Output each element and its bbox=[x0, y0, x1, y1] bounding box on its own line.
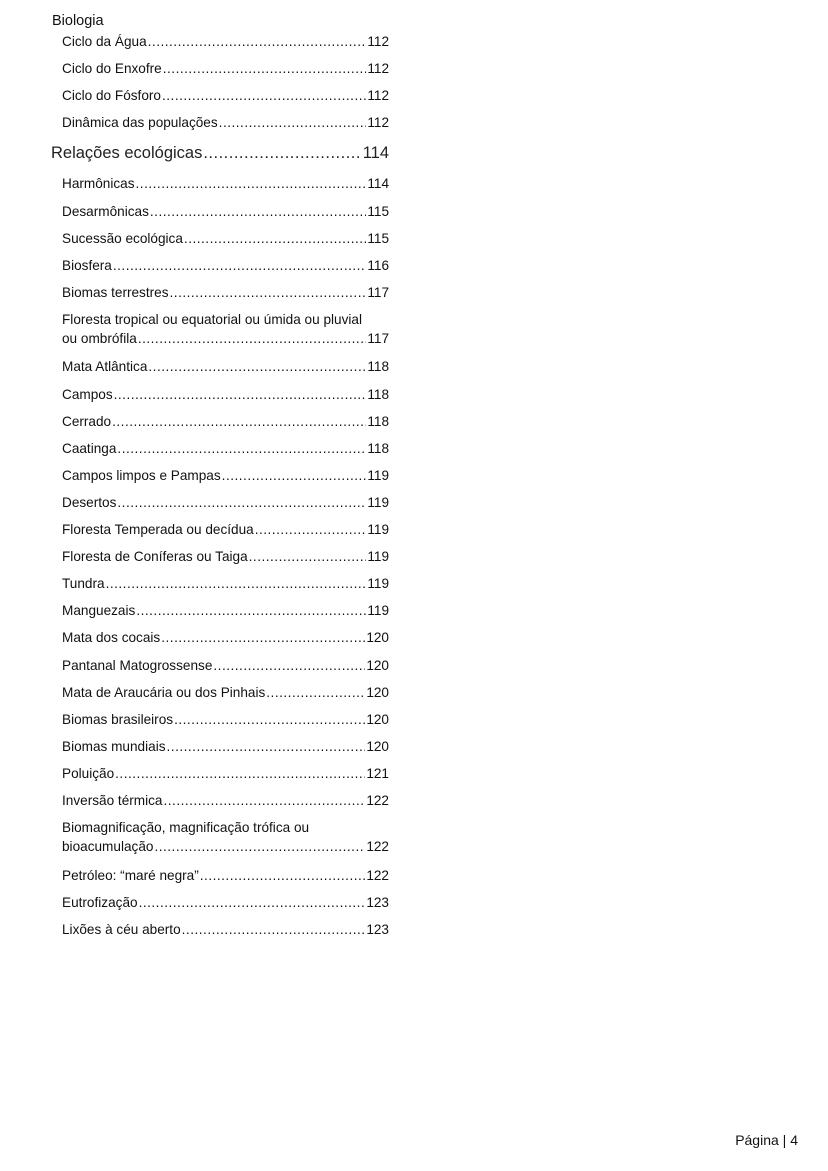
toc-heading-page: 114 bbox=[362, 144, 389, 163]
toc-entry-page: 118 bbox=[367, 359, 389, 375]
dot-leader bbox=[150, 202, 366, 221]
toc-entry-page: 121 bbox=[366, 765, 389, 781]
toc-entry[interactable] bbox=[62, 893, 389, 912]
toc-entry-page: 122 bbox=[366, 839, 389, 855]
toc-entry-row bbox=[62, 764, 389, 783]
toc-entry[interactable] bbox=[62, 574, 389, 593]
toc-entry-title: Poluição bbox=[62, 765, 115, 781]
toc-entry-title: Lixões à céu aberto bbox=[62, 921, 181, 937]
toc-entry-row bbox=[62, 283, 389, 302]
toc-entry-page: 115 bbox=[367, 203, 389, 219]
toc-entry-title: Biomas brasileiros bbox=[62, 711, 174, 727]
toc-entry-title: Ciclo da Água bbox=[62, 34, 147, 49]
toc-entry-title: Harmônicas bbox=[62, 176, 135, 192]
toc-entry-title: Biomas terrestres bbox=[62, 284, 169, 300]
toc-entry-page: 119 bbox=[367, 467, 389, 483]
toc-entry[interactable] bbox=[62, 412, 389, 431]
toc-entry[interactable] bbox=[62, 920, 389, 939]
toc-entry-title-first-line: Floresta tropical ou equatorial ou úmida ou pluvial bbox=[62, 311, 362, 327]
toc-entry-page: 119 bbox=[367, 494, 389, 510]
toc-entry-page: 115 bbox=[367, 230, 389, 246]
toc-entry-row bbox=[62, 329, 389, 348]
toc-entry-page: 123 bbox=[366, 921, 389, 937]
dot-leader bbox=[163, 59, 367, 78]
toc-entry-title: Floresta de Coníferas ou Taiga bbox=[62, 549, 248, 565]
toc-entry-row bbox=[62, 466, 389, 485]
toc-entry-title: Inversão térmica bbox=[62, 793, 163, 808]
section-title: Biologia bbox=[52, 13, 104, 29]
toc-entry-row bbox=[62, 32, 389, 51]
dot-leader bbox=[148, 357, 366, 376]
toc-entry-title: Desertos bbox=[62, 494, 117, 510]
toc-entry-row bbox=[62, 520, 389, 539]
toc-entry-page: 120 bbox=[366, 630, 389, 646]
toc-entry-page: 122 bbox=[366, 867, 389, 883]
toc-entry[interactable] bbox=[62, 86, 389, 105]
toc-entry-row bbox=[62, 893, 389, 912]
toc-entry-page: 112 bbox=[367, 88, 389, 104]
toc-entry-page: 112 bbox=[367, 61, 389, 77]
toc-entry-row bbox=[62, 547, 389, 566]
toc-entry-row bbox=[62, 385, 389, 404]
toc-entry-row bbox=[62, 656, 389, 675]
toc-entry-page: 120 bbox=[366, 738, 389, 754]
toc-entry-title: Dinâmica das populações bbox=[62, 115, 218, 131]
toc-entry-page: 118 bbox=[367, 413, 389, 429]
dot-leader bbox=[219, 113, 367, 132]
dot-leader bbox=[154, 837, 365, 856]
toc-entry[interactable] bbox=[62, 310, 389, 348]
toc-entry-title: Campos bbox=[62, 386, 113, 402]
toc-entry-row bbox=[62, 920, 389, 939]
toc-entry-title: Biosfera bbox=[62, 257, 112, 273]
dot-leader bbox=[112, 412, 366, 431]
toc-entry-title: Pantanal Matogrossense bbox=[62, 657, 213, 673]
dot-leader bbox=[182, 920, 366, 939]
toc-entry-page: 119 bbox=[367, 603, 389, 619]
toc-entry[interactable] bbox=[62, 174, 389, 193]
toc-entry[interactable] bbox=[62, 256, 389, 275]
toc-entry-title: Tundra bbox=[62, 576, 105, 592]
toc-entry-page: 112 bbox=[367, 34, 389, 49]
toc-entry-title: Desarmônicas bbox=[62, 203, 149, 219]
dot-leader bbox=[162, 86, 366, 105]
toc-entry-row bbox=[62, 866, 389, 885]
dot-leader bbox=[117, 439, 366, 458]
toc-entry-title: bioacumulação bbox=[62, 839, 154, 855]
toc-entry-row bbox=[62, 256, 389, 275]
toc-entry-title: Caatinga bbox=[62, 440, 117, 456]
toc-entry[interactable] bbox=[62, 32, 389, 51]
toc-entry-row bbox=[62, 86, 389, 105]
toc-entry[interactable] bbox=[62, 656, 389, 675]
dot-leader bbox=[117, 493, 366, 512]
toc-entry-page: 118 bbox=[367, 440, 389, 456]
dot-leader bbox=[174, 710, 365, 729]
toc-entry-title: ou ombrófila bbox=[62, 330, 137, 346]
toc-entry[interactable] bbox=[62, 683, 389, 702]
toc-entry[interactable] bbox=[62, 601, 389, 620]
toc-entry-row bbox=[62, 837, 389, 856]
dot-leader bbox=[213, 656, 365, 675]
toc-entry-title-first-line: Biomagnificação, magnificação trófica ou bbox=[62, 820, 310, 836]
toc-entry-page: 116 bbox=[367, 257, 389, 273]
dot-leader bbox=[114, 385, 367, 404]
dot-leader bbox=[136, 174, 367, 193]
dot-leader bbox=[167, 737, 366, 756]
dot-leader bbox=[139, 893, 366, 912]
toc-entry-row bbox=[62, 357, 389, 376]
dot-leader bbox=[266, 683, 365, 702]
toc-entry-page: 119 bbox=[367, 549, 389, 565]
toc-entry[interactable] bbox=[62, 866, 389, 885]
toc-entry-page: 117 bbox=[367, 330, 389, 346]
toc-entry-title: Eutrofização bbox=[62, 894, 138, 910]
toc-entry[interactable] bbox=[62, 283, 389, 302]
toc-entry-row bbox=[62, 628, 389, 647]
toc-entry-page: 117 bbox=[367, 284, 389, 300]
footer-separator: | bbox=[782, 1132, 787, 1148]
dot-leader bbox=[113, 256, 366, 275]
toc-entry[interactable] bbox=[62, 466, 389, 485]
toc-entry-page: 119 bbox=[367, 576, 389, 592]
toc-entry[interactable] bbox=[62, 439, 389, 458]
dot-leader bbox=[106, 574, 367, 593]
toc-entry-title: Mata de Araucária ou dos Pinhais bbox=[62, 684, 266, 700]
toc-entry[interactable] bbox=[62, 113, 389, 132]
toc-entry[interactable] bbox=[62, 493, 389, 512]
toc-entry[interactable] bbox=[62, 710, 389, 729]
toc-entry-page: 123 bbox=[366, 894, 389, 910]
toc-entry-page: 120 bbox=[366, 657, 389, 673]
dot-leader bbox=[255, 520, 367, 539]
toc-entry-page: 119 bbox=[367, 522, 389, 537]
toc-entry-page: 118 bbox=[367, 386, 389, 402]
toc-entry-title: Manguezais bbox=[62, 603, 136, 619]
toc-entry[interactable] bbox=[62, 737, 389, 756]
toc-entry-row bbox=[62, 601, 389, 620]
toc-entry[interactable] bbox=[62, 547, 389, 566]
toc-entry-row bbox=[62, 683, 389, 702]
toc-entry-row bbox=[62, 412, 389, 431]
dot-leader bbox=[136, 601, 366, 620]
footer-page-number: 4 bbox=[790, 1132, 798, 1148]
toc-entry-title: Ciclo do Fósforo bbox=[62, 88, 161, 104]
toc-entry-page: 122 bbox=[366, 793, 389, 808]
toc-entry-row bbox=[62, 791, 389, 810]
toc-entry-title: Campos limpos e Pampas bbox=[62, 467, 221, 483]
toc-entry-row bbox=[62, 229, 389, 248]
toc-entry-title: Sucessão ecológica bbox=[62, 230, 183, 246]
footer-label: Página bbox=[735, 1132, 779, 1148]
toc-entry-row bbox=[62, 174, 389, 193]
dot-leader bbox=[203, 144, 361, 163]
toc-entry-row bbox=[62, 202, 389, 221]
toc-heading-entry[interactable] bbox=[51, 144, 389, 163]
toc-entry[interactable] bbox=[62, 385, 389, 404]
toc-entry-title: Mata Atlântica bbox=[62, 359, 148, 375]
toc-entry-title: Petróleo: “maré negra” bbox=[62, 867, 199, 883]
toc-entry-title: Cerrado bbox=[62, 413, 112, 429]
toc-entry[interactable] bbox=[62, 818, 389, 856]
dot-leader bbox=[115, 764, 365, 783]
toc-entry-title: Biomas mundiais bbox=[62, 738, 166, 754]
dot-leader bbox=[222, 466, 367, 485]
toc-entry[interactable] bbox=[62, 628, 389, 647]
page-footer bbox=[735, 1132, 798, 1148]
toc-entry-row bbox=[62, 710, 389, 729]
dot-leader bbox=[200, 866, 366, 885]
toc-entry-row bbox=[62, 574, 389, 593]
toc-entry-page: 120 bbox=[366, 684, 389, 700]
toc-entry[interactable] bbox=[62, 59, 389, 78]
dot-leader bbox=[249, 547, 367, 566]
toc-entry[interactable] bbox=[62, 520, 389, 539]
toc-entry-title: Mata dos cocais bbox=[62, 630, 161, 646]
toc-entry-row bbox=[62, 113, 389, 132]
toc-entry-title: Ciclo do Enxofre bbox=[62, 61, 162, 77]
toc-entry[interactable] bbox=[62, 357, 389, 376]
dot-leader bbox=[161, 628, 365, 647]
toc-entry-row bbox=[62, 737, 389, 756]
toc-entry[interactable] bbox=[62, 791, 389, 810]
toc-entry-page: 120 bbox=[366, 711, 389, 727]
dot-leader bbox=[170, 283, 367, 302]
toc-entry[interactable] bbox=[62, 229, 389, 248]
toc-entry-page: 114 bbox=[367, 176, 389, 192]
toc-entry-row bbox=[62, 59, 389, 78]
toc-entry-row bbox=[62, 439, 389, 458]
toc-entry-title: Floresta Temperada ou decídua bbox=[62, 522, 254, 537]
dot-leader bbox=[163, 791, 365, 810]
toc-entry[interactable] bbox=[62, 202, 389, 221]
dot-leader bbox=[148, 32, 367, 51]
toc-heading-title: Relações ecológicas bbox=[51, 144, 203, 163]
toc-entry-row bbox=[62, 493, 389, 512]
toc-entry-page: 112 bbox=[367, 115, 389, 131]
toc-entry[interactable] bbox=[62, 764, 389, 783]
dot-leader bbox=[184, 229, 366, 248]
dot-leader bbox=[138, 329, 367, 348]
